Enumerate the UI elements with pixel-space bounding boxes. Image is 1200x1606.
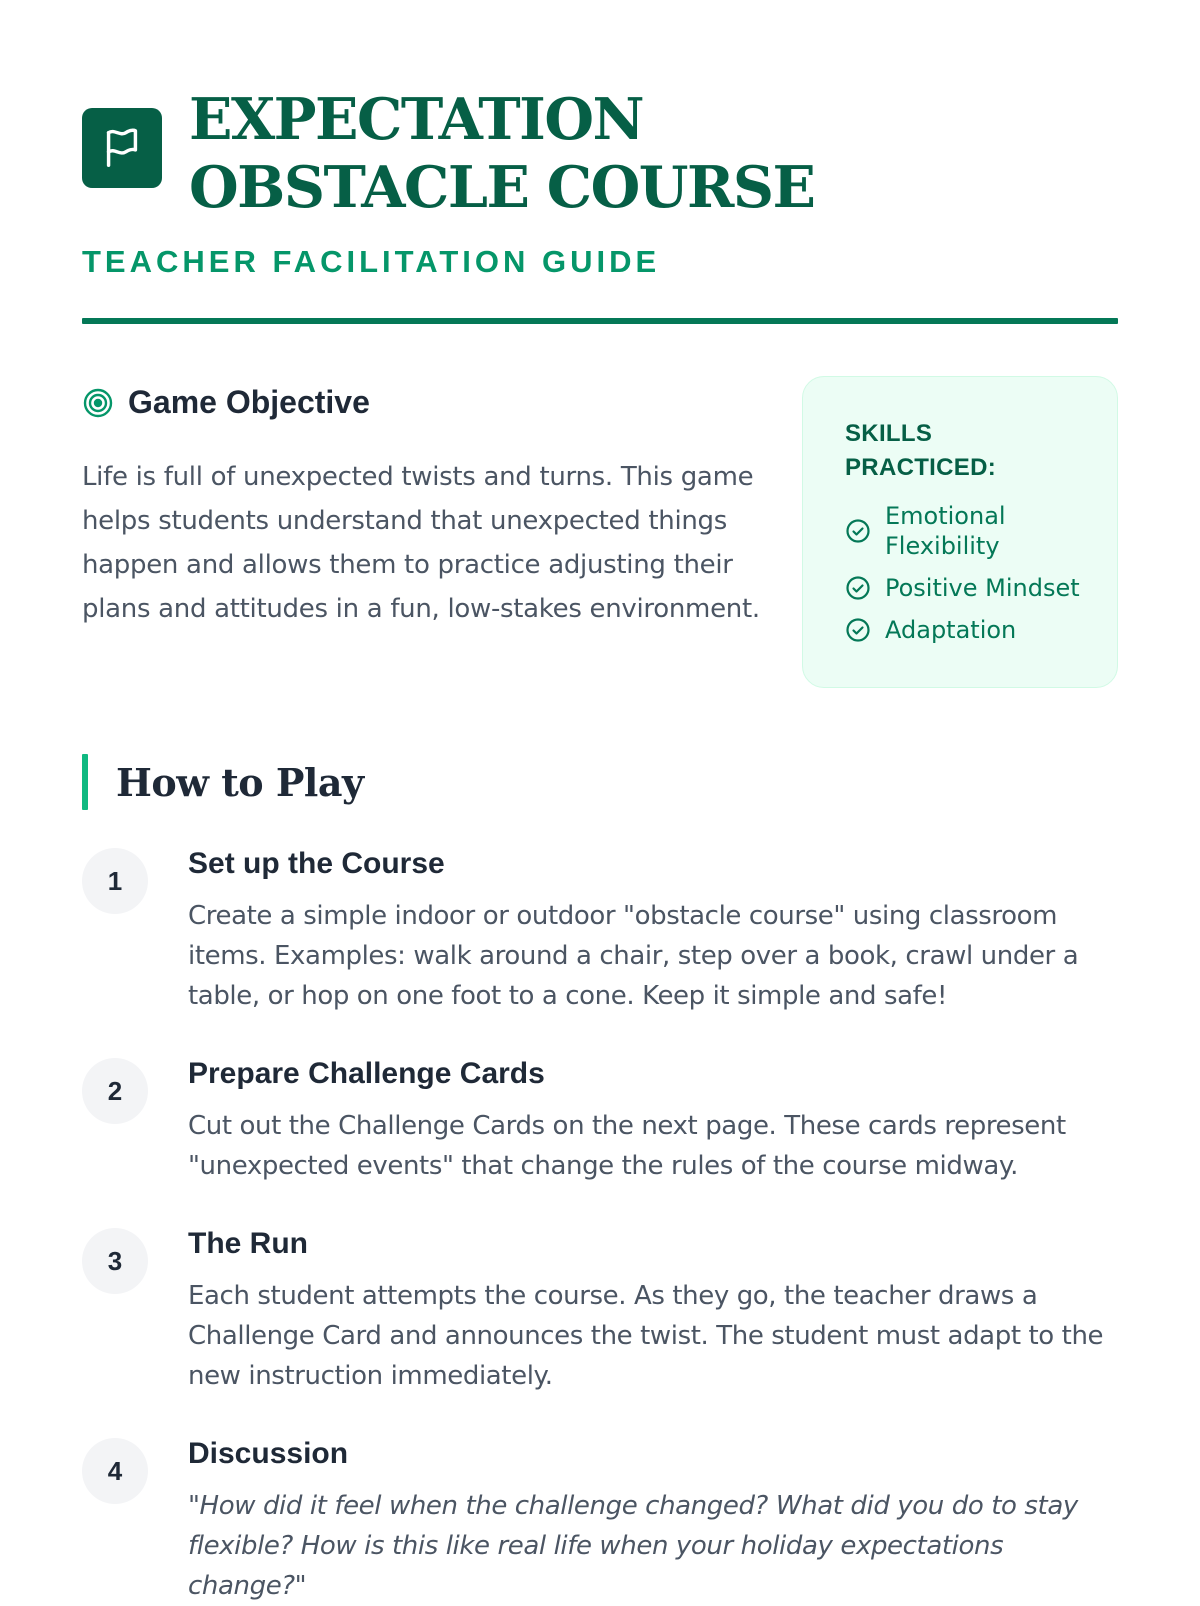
step-number: 3 xyxy=(82,1228,148,1294)
skills-list xyxy=(845,501,1097,645)
step-number: 4 xyxy=(82,1438,148,1504)
step-number: 1 xyxy=(82,848,148,914)
step-text: "How did it feel when the challenge changed? What did you do to stay flexible? How is this like real life when your holiday expectations change?" xyxy=(188,1491,1078,1601)
subtitle-row xyxy=(82,244,1118,280)
step-number: 2 xyxy=(82,1058,148,1124)
skill-label: Emotional Flexibility xyxy=(885,502,1006,560)
check-circle-icon xyxy=(845,575,871,601)
step-text: Each student attempts the course. As they go, the teacher draws a Challenge Card and announces the twist. The student must adapt to the new instruction immediately. xyxy=(188,1281,1104,1391)
target-icon xyxy=(82,387,114,419)
objective-title: Game Objective xyxy=(128,384,370,420)
check-circle-icon xyxy=(845,518,871,544)
skill-label: Positive Mindset xyxy=(885,574,1080,602)
page-subtitle: TEACHER FACILITATION GUIDE xyxy=(82,244,661,279)
step-item xyxy=(82,846,1118,1016)
header-divider xyxy=(82,318,1118,324)
how-to-play-heading xyxy=(82,754,1118,810)
step-item xyxy=(82,1226,1118,1396)
title-block xyxy=(189,86,949,222)
logo-badge xyxy=(82,108,162,188)
objective-heading xyxy=(82,384,762,421)
step-item xyxy=(82,1436,1118,1606)
step-text: Cut out the Challenge Cards on the next page. These cards represent "unexpected events" that change the rules of the course midway. xyxy=(188,1111,1066,1181)
step-item xyxy=(82,1056,1118,1186)
objective-block xyxy=(82,376,762,688)
step-title: Prepare Challenge Cards xyxy=(188,1057,545,1090)
skill-label: Adaptation xyxy=(885,616,1017,644)
objective-text: Life is full of unexpected twists and turns. This game helps students understand that unexpected things happen and allows them to practice adjusting their plans and attitudes in a fun, low-stakes environment. xyxy=(82,462,760,624)
step-body xyxy=(188,1226,1118,1396)
skills-title: SKILLS PRACTICED: xyxy=(845,420,996,481)
step-title: Set up the Course xyxy=(188,847,445,880)
step-text: Create a simple indoor or outdoor "obstacle course" using classroom items. Examples: walk around a chair, step over a book, crawl under a table, or hop on one foot to a cone. Keep it simple and safe! xyxy=(188,901,1079,1011)
step-title: The Run xyxy=(188,1227,308,1260)
check-circle-icon xyxy=(845,617,871,643)
step-body xyxy=(188,1056,1118,1186)
section-accent-bar xyxy=(82,754,88,810)
step-title: Discussion xyxy=(188,1437,349,1470)
skill-item xyxy=(845,615,1097,645)
skill-item xyxy=(845,501,1097,561)
skill-item xyxy=(845,573,1097,603)
objective-section xyxy=(82,376,1118,688)
skills-card xyxy=(802,376,1118,688)
flag-icon xyxy=(99,125,145,171)
steps-list xyxy=(82,846,1118,1606)
step-body xyxy=(188,846,1118,1016)
page-title: EXPECTATION OBSTACLE COURSE xyxy=(189,86,815,221)
header xyxy=(82,0,1118,222)
how-to-play-title: How to Play xyxy=(116,759,364,805)
step-body xyxy=(188,1436,1118,1606)
